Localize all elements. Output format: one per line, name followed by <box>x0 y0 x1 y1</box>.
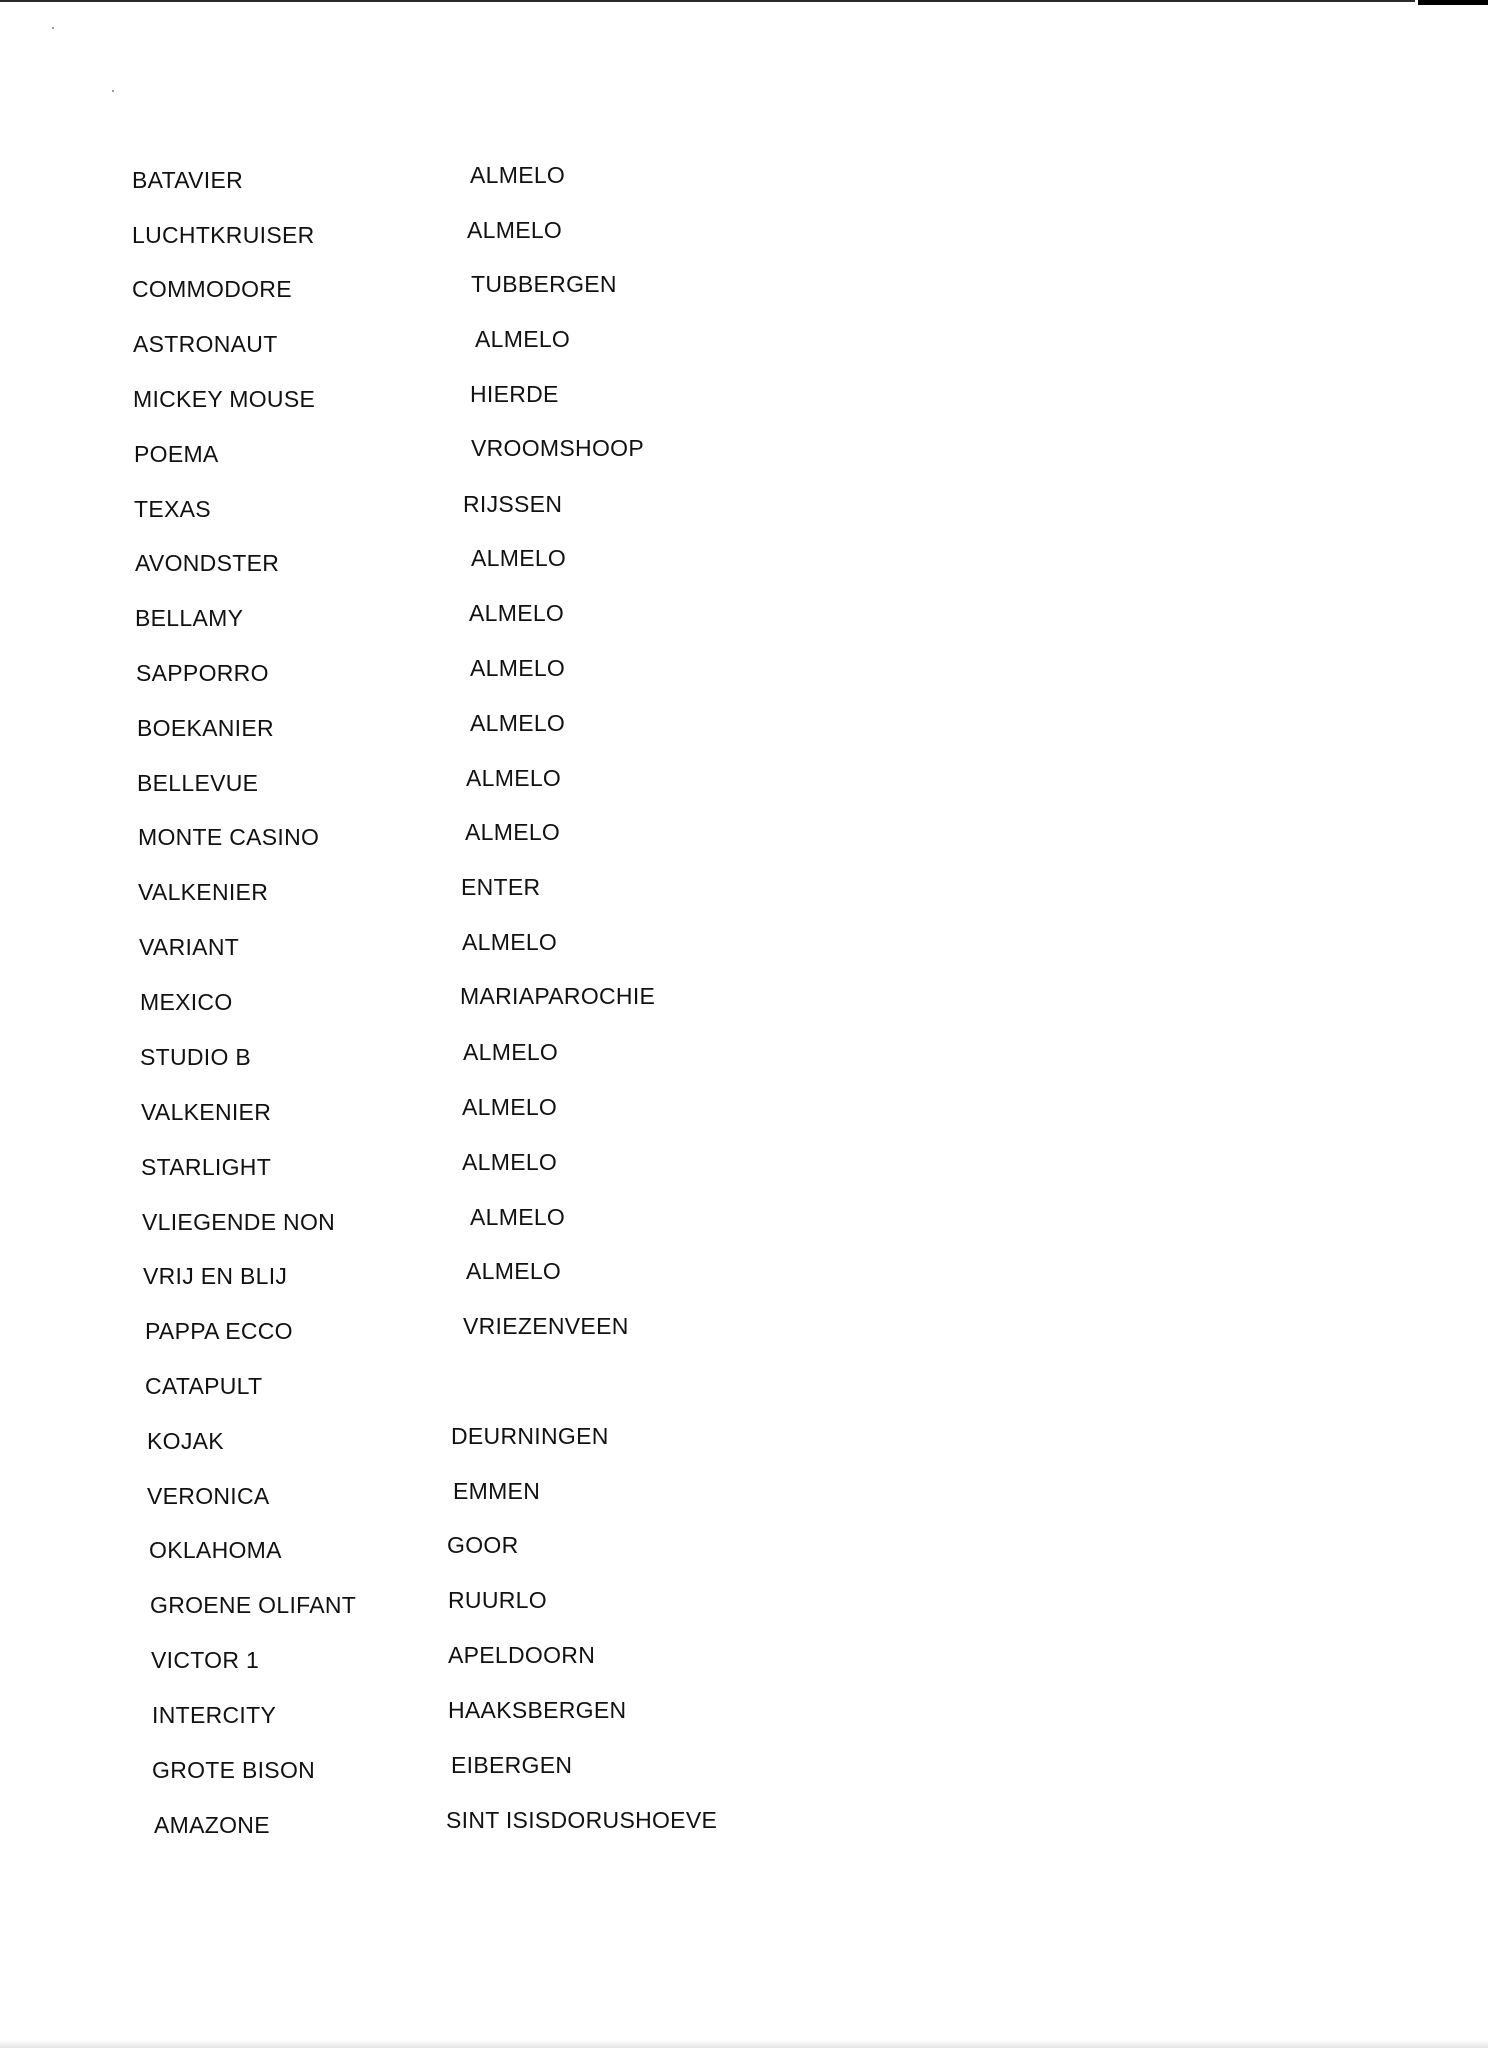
table-row <box>0 545 1488 588</box>
name-cell: BELLAMY <box>135 605 244 631</box>
table-row <box>0 929 1488 972</box>
place-cell: DEURNINGEN <box>451 1423 609 1449</box>
name-cell: GROENE OLIFANT <box>150 1592 357 1618</box>
place-cell: ALMELO <box>462 1149 558 1175</box>
table-row <box>0 1807 1488 1850</box>
name-cell: COMMODORE <box>132 276 292 302</box>
name-cell: TEXAS <box>134 496 211 522</box>
place-cell: ALMELO <box>470 162 566 188</box>
name-cell: GROTE BISON <box>152 1757 316 1783</box>
table-row <box>0 1752 1488 1795</box>
name-cell: BOEKANIER <box>137 715 274 741</box>
table-row <box>0 217 1488 260</box>
table-row <box>0 1039 1488 1082</box>
place-cell: ALMELO <box>462 1094 558 1120</box>
place-cell: VROOMSHOOP <box>471 435 644 461</box>
name-cell: VLIEGENDE NON <box>142 1209 336 1235</box>
name-cell: VICTOR 1 <box>151 1647 260 1673</box>
name-cell: MEXICO <box>140 989 233 1015</box>
table-row <box>0 1094 1488 1137</box>
table-row <box>0 819 1488 862</box>
name-cell: VALKENIER <box>138 879 269 905</box>
table-row <box>0 162 1488 205</box>
place-cell: ALMELO <box>469 600 565 626</box>
name-cell: STUDIO B <box>140 1044 252 1070</box>
place-cell: ALMELO <box>470 655 566 681</box>
name-cell: VALKENIER <box>141 1099 272 1125</box>
table-row <box>0 765 1488 808</box>
place-cell: ALMELO <box>471 545 567 571</box>
place-cell: ALMELO <box>467 217 563 243</box>
table-row <box>0 600 1488 643</box>
place-cell: EIBERGEN <box>451 1752 573 1778</box>
table-row <box>0 1371 1488 1411</box>
name-cell: PAPPA ECCO <box>145 1318 293 1344</box>
place-cell: ALMELO <box>470 1204 566 1230</box>
table-row <box>0 1697 1488 1740</box>
place-cell: RIJSSEN <box>463 491 563 517</box>
table-row <box>0 491 1488 534</box>
place-cell: MARIAPAROCHIE <box>460 983 656 1009</box>
name-cell: MICKEY MOUSE <box>133 386 316 412</box>
place-cell: ENTER <box>461 874 541 900</box>
table-row <box>0 983 1488 1027</box>
table-row <box>0 435 1488 479</box>
place-cell: GOOR <box>447 1532 519 1558</box>
name-cell: VERONICA <box>147 1483 270 1509</box>
table-row <box>0 1642 1488 1685</box>
name-cell: AVONDSTER <box>135 550 280 576</box>
place-cell: ALMELO <box>466 765 562 791</box>
place-cell: ALMELO <box>470 710 566 736</box>
table-row <box>0 381 1488 424</box>
place-cell: ALMELO <box>463 1039 559 1065</box>
place-cell: HIERDE <box>470 381 559 407</box>
name-cell: VARIANT <box>139 934 240 960</box>
name-cell: OKLAHOMA <box>149 1537 282 1563</box>
name-cell: ASTRONAUT <box>133 331 278 357</box>
place-cell: TUBBERGEN <box>471 271 617 297</box>
table-row <box>0 1313 1488 1356</box>
table-row <box>0 710 1488 753</box>
name-cell: INTERCITY <box>152 1702 277 1728</box>
name-cell: MONTE CASINO <box>138 824 320 850</box>
table-row <box>0 1532 1488 1575</box>
place-cell: RUURLO <box>448 1587 547 1613</box>
table-row <box>0 655 1488 698</box>
place-cell: ALMELO <box>465 819 561 845</box>
table-row <box>0 271 1488 314</box>
name-cell: VRIJ EN BLIJ <box>143 1263 288 1289</box>
name-cell: AMAZONE <box>154 1812 270 1838</box>
place-cell: VRIEZENVEEN <box>463 1313 629 1339</box>
table-row <box>0 1423 1488 1466</box>
place-cell: HAAKSBERGEN <box>448 1697 627 1723</box>
name-cell: BATAVIER <box>132 167 244 193</box>
table-row <box>0 1587 1488 1630</box>
place-cell: APELDOORN <box>448 1642 596 1668</box>
table-row <box>0 1258 1488 1301</box>
table-row <box>0 1478 1488 1521</box>
table-row <box>0 1149 1488 1192</box>
place-cell: ALMELO <box>475 326 571 352</box>
place-cell: ALMELO <box>462 929 558 955</box>
place-cell: SINT ISISDORUSHOEVE <box>446 1807 718 1833</box>
name-cell: KOJAK <box>147 1428 224 1454</box>
name-cell: LUCHTKRUISER <box>132 222 315 248</box>
name-cell: SAPPORRO <box>136 660 269 686</box>
name-cell: POEMA <box>134 441 219 467</box>
place-cell: ALMELO <box>466 1258 562 1284</box>
table-row <box>0 326 1488 369</box>
table-row <box>0 1204 1488 1247</box>
name-cell: CATAPULT <box>145 1373 263 1399</box>
name-cell: STARLIGHT <box>141 1154 272 1180</box>
table-row <box>0 874 1488 917</box>
name-cell: BELLEVUE <box>137 770 259 796</box>
place-cell: EMMEN <box>453 1478 541 1504</box>
